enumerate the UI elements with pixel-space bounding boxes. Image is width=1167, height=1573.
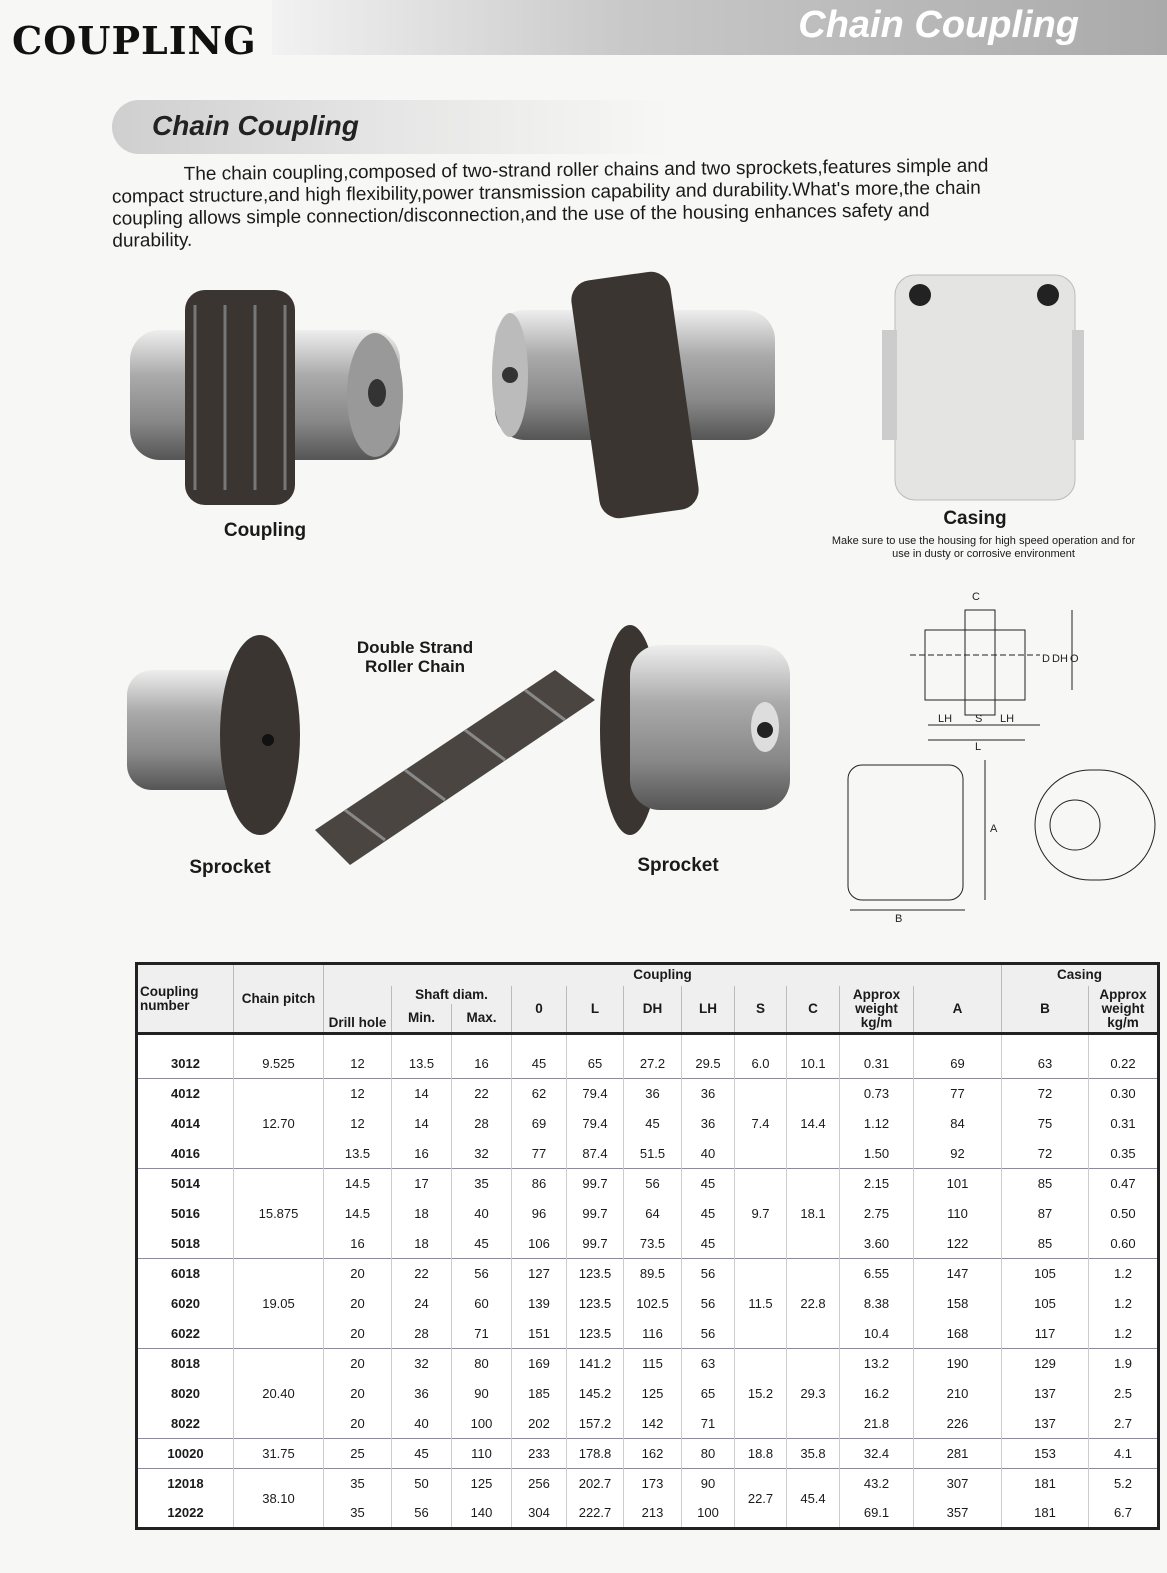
table-row [137, 1439, 1159, 1469]
cell-weight: 0.73 [840, 1079, 914, 1109]
cell-s: 11.5 [735, 1259, 787, 1349]
cell-o: 151 [512, 1319, 567, 1349]
cell-drill-hole: 14.5 [324, 1169, 392, 1199]
cell-coupling-number: 4012 [137, 1079, 234, 1109]
cell-casing-b: 117 [1002, 1319, 1089, 1349]
cell-shaft-max: 16 [452, 1034, 512, 1079]
cell-l: 123.5 [567, 1259, 624, 1289]
cell-shaft-max: 45 [452, 1229, 512, 1259]
cell-casing-a: 307 [914, 1469, 1002, 1499]
cell-s: 9.7 [735, 1169, 787, 1259]
cell-coupling-number: 12018 [137, 1469, 234, 1499]
cell-casing-weight: 6.7 [1089, 1499, 1159, 1529]
cell-o: 304 [512, 1499, 567, 1529]
cell-weight: 6.55 [840, 1259, 914, 1289]
cell-s: 22.7 [735, 1469, 787, 1529]
sprocket-left-caption: Sprocket [189, 857, 271, 878]
cell-o: 233 [512, 1439, 567, 1469]
cell-dh: 51.5 [624, 1139, 682, 1169]
header-o: 0 [512, 986, 567, 1034]
cell-shaft-min: 24 [392, 1289, 452, 1319]
casing-image [880, 270, 1085, 505]
cell-dh: 45 [624, 1109, 682, 1139]
header-b: B [1002, 986, 1089, 1034]
chain-caption: Double Strand Roller Chain [356, 638, 474, 676]
specification-table [135, 962, 1160, 1530]
cell-c: 45.4 [787, 1469, 840, 1529]
cell-casing-weight: 1.2 [1089, 1289, 1159, 1319]
cell-casing-b: 181 [1002, 1469, 1089, 1499]
cell-shaft-min: 50 [392, 1469, 452, 1499]
table-row [137, 1079, 1159, 1109]
cell-casing-weight: 0.30 [1089, 1079, 1159, 1109]
cell-shaft-max: 60 [452, 1289, 512, 1319]
cell-chain-pitch: 31.75 [234, 1439, 324, 1469]
coupling-caption: Coupling [223, 520, 307, 541]
cell-coupling-number: 6022 [137, 1319, 234, 1349]
cell-shaft-max: 90 [452, 1379, 512, 1409]
cell-coupling-number: 5018 [137, 1229, 234, 1259]
cell-l: 79.4 [567, 1109, 624, 1139]
brand-title: COUPLING [12, 18, 257, 63]
header-l: L [567, 986, 624, 1034]
cell-casing-a: 158 [914, 1289, 1002, 1319]
cell-casing-a: 226 [914, 1409, 1002, 1439]
dimension-diagram [840, 580, 1160, 930]
cell-casing-a: 110 [914, 1199, 1002, 1229]
cell-s: 18.8 [735, 1439, 787, 1469]
header-casing: Casing [1002, 964, 1159, 986]
header-max: Max. [452, 1004, 512, 1034]
cell-casing-a: 281 [914, 1439, 1002, 1469]
header-a: A [914, 986, 1002, 1034]
cell-coupling-number: 5016 [137, 1199, 234, 1229]
cell-l: 79.4 [567, 1079, 624, 1109]
cell-chain-pitch: 12.70 [234, 1079, 324, 1169]
cell-drill-hole: 35 [324, 1499, 392, 1529]
cell-l: 157.2 [567, 1409, 624, 1439]
cell-coupling-number: 4014 [137, 1109, 234, 1139]
cell-shaft-max: 35 [452, 1169, 512, 1199]
cell-lh: 56 [682, 1289, 735, 1319]
header-coupling: Coupling [324, 964, 1002, 986]
cell-dh: 162 [624, 1439, 682, 1469]
cell-drill-hole: 16 [324, 1229, 392, 1259]
cell-lh: 45 [682, 1169, 735, 1199]
cell-l: 99.7 [567, 1229, 624, 1259]
cell-lh: 56 [682, 1319, 735, 1349]
cell-weight: 2.15 [840, 1169, 914, 1199]
cell-dh: 116 [624, 1319, 682, 1349]
cell-shaft-max: 80 [452, 1349, 512, 1379]
cell-casing-a: 84 [914, 1109, 1002, 1139]
cell-shaft-min: 36 [392, 1379, 452, 1409]
cell-casing-b: 181 [1002, 1499, 1089, 1529]
cell-casing-b: 75 [1002, 1109, 1089, 1139]
cell-coupling-number: 12022 [137, 1499, 234, 1529]
cell-dh: 56 [624, 1169, 682, 1199]
cell-drill-hole: 13.5 [324, 1139, 392, 1169]
sprocket-right-image [600, 620, 800, 850]
cell-l: 202.7 [567, 1469, 624, 1499]
cell-chain-pitch: 38.10 [234, 1469, 324, 1529]
cell-l: 123.5 [567, 1289, 624, 1319]
cell-drill-hole: 35 [324, 1469, 392, 1499]
cell-shaft-min: 13.5 [392, 1034, 452, 1079]
cell-casing-weight: 0.47 [1089, 1169, 1159, 1199]
cell-casing-b: 85 [1002, 1169, 1089, 1199]
table-row [137, 1469, 1159, 1499]
cell-casing-b: 63 [1002, 1034, 1089, 1079]
cell-shaft-min: 32 [392, 1349, 452, 1379]
cell-shaft-min: 28 [392, 1319, 452, 1349]
cell-shaft-max: 40 [452, 1199, 512, 1229]
cell-casing-b: 72 [1002, 1139, 1089, 1169]
cell-coupling-number: 3012 [137, 1034, 234, 1079]
cell-shaft-min: 18 [392, 1229, 452, 1259]
cell-c: 14.4 [787, 1079, 840, 1169]
table-row [137, 1034, 1159, 1079]
cell-dh: 125 [624, 1379, 682, 1409]
table-row [137, 1169, 1159, 1199]
cell-casing-weight: 1.2 [1089, 1319, 1159, 1349]
cell-s: 6.0 [735, 1034, 787, 1079]
cell-casing-weight: 0.60 [1089, 1229, 1159, 1259]
cell-casing-b: 72 [1002, 1079, 1089, 1109]
header-s: S [735, 986, 787, 1034]
cell-shaft-min: 16 [392, 1139, 452, 1169]
cell-lh: 36 [682, 1079, 735, 1109]
cell-shaft-max: 28 [452, 1109, 512, 1139]
table-row [137, 1349, 1159, 1379]
cell-casing-a: 69 [914, 1034, 1002, 1079]
cell-weight: 21.8 [840, 1409, 914, 1439]
cell-casing-a: 101 [914, 1169, 1002, 1199]
cell-shaft-max: 56 [452, 1259, 512, 1289]
cell-shaft-max: 32 [452, 1139, 512, 1169]
diagram-label-lh-left: LH [938, 713, 953, 725]
cell-l: 99.7 [567, 1199, 624, 1229]
header-chain-pitch: Chain pitch [234, 964, 324, 1034]
cell-casing-weight: 2.5 [1089, 1379, 1159, 1409]
cell-o: 45 [512, 1034, 567, 1079]
cell-weight: 0.31 [840, 1034, 914, 1079]
diagram-label-s: S [975, 713, 983, 725]
cell-shaft-min: 17 [392, 1169, 452, 1199]
cell-o: 69 [512, 1109, 567, 1139]
sprocket-right-caption: Sprocket [637, 855, 719, 876]
cell-drill-hole: 20 [324, 1409, 392, 1439]
cell-o: 62 [512, 1079, 567, 1109]
cell-lh: 100 [682, 1499, 735, 1529]
cell-casing-weight: 4.1 [1089, 1439, 1159, 1469]
cell-dh: 142 [624, 1409, 682, 1439]
cell-dh: 213 [624, 1499, 682, 1529]
header-band [272, 0, 1167, 55]
cell-drill-hole: 20 [324, 1319, 392, 1349]
cell-l: 87.4 [567, 1139, 624, 1169]
cell-coupling-number: 6018 [137, 1259, 234, 1289]
cell-dh: 102.5 [624, 1289, 682, 1319]
cell-drill-hole: 12 [324, 1079, 392, 1109]
cell-casing-weight: 1.9 [1089, 1349, 1159, 1379]
cell-casing-weight: 2.7 [1089, 1409, 1159, 1439]
cell-weight: 16.2 [840, 1379, 914, 1409]
section-title: Chain Coupling [152, 110, 359, 141]
cell-lh: 63 [682, 1349, 735, 1379]
cell-casing-weight: 5.2 [1089, 1469, 1159, 1499]
cell-chain-pitch: 15.875 [234, 1169, 324, 1259]
cell-drill-hole: 20 [324, 1289, 392, 1319]
cell-shaft-min: 14 [392, 1079, 452, 1109]
casing-caption: Casing [943, 508, 1007, 529]
cell-shaft-min: 14 [392, 1109, 452, 1139]
cell-weight: 1.50 [840, 1139, 914, 1169]
cell-drill-hole: 20 [324, 1379, 392, 1409]
roller-chain-image [305, 640, 605, 870]
cell-casing-b: 105 [1002, 1259, 1089, 1289]
header-drill-hole: Drill hole [324, 986, 392, 1034]
diagram-label-d: D [1042, 653, 1050, 665]
cell-chain-pitch: 20.40 [234, 1349, 324, 1439]
cell-casing-b: 105 [1002, 1289, 1089, 1319]
coupling-image [125, 285, 415, 515]
casing-note: Make sure to use the housing for high speed operation and for use in dusty or corrosive environment [831, 535, 1136, 560]
cell-casing-weight: 0.35 [1089, 1139, 1159, 1169]
cell-weight: 69.1 [840, 1499, 914, 1529]
cell-weight: 3.60 [840, 1229, 914, 1259]
cell-casing-a: 147 [914, 1259, 1002, 1289]
cell-o: 96 [512, 1199, 567, 1229]
cell-o: 77 [512, 1139, 567, 1169]
header-dh: DH [624, 986, 682, 1034]
table-body [137, 1034, 1159, 1529]
cell-coupling-number: 8020 [137, 1379, 234, 1409]
cell-lh: 29.5 [682, 1034, 735, 1079]
cell-casing-b: 129 [1002, 1349, 1089, 1379]
cell-casing-a: 168 [914, 1319, 1002, 1349]
cell-o: 185 [512, 1379, 567, 1409]
cell-l: 99.7 [567, 1169, 624, 1199]
cell-weight: 10.4 [840, 1319, 914, 1349]
cell-shaft-max: 71 [452, 1319, 512, 1349]
cell-dh: 27.2 [624, 1034, 682, 1079]
cell-l: 65 [567, 1034, 624, 1079]
cell-o: 256 [512, 1469, 567, 1499]
diagram-label-dh: DH [1052, 653, 1068, 665]
cell-drill-hole: 20 [324, 1259, 392, 1289]
header-lh: LH [682, 986, 735, 1034]
cell-l: 178.8 [567, 1439, 624, 1469]
cell-shaft-min: 22 [392, 1259, 452, 1289]
cell-c: 18.1 [787, 1169, 840, 1259]
cell-lh: 80 [682, 1439, 735, 1469]
header-coupling-number: Coupling number [137, 964, 234, 1034]
cell-weight: 43.2 [840, 1469, 914, 1499]
band-title: Chain Coupling [798, 4, 1079, 46]
cell-coupling-number: 10020 [137, 1439, 234, 1469]
cell-o: 127 [512, 1259, 567, 1289]
cell-casing-a: 357 [914, 1499, 1002, 1529]
cell-lh: 45 [682, 1229, 735, 1259]
cell-shaft-max: 125 [452, 1469, 512, 1499]
diagram-label-o: O [1070, 653, 1079, 665]
cell-coupling-number: 8018 [137, 1349, 234, 1379]
cell-casing-a: 122 [914, 1229, 1002, 1259]
section-heading [112, 100, 672, 154]
cell-casing-b: 153 [1002, 1439, 1089, 1469]
cell-c: 29.3 [787, 1349, 840, 1439]
cell-casing-a: 190 [914, 1349, 1002, 1379]
cell-dh: 115 [624, 1349, 682, 1379]
cell-coupling-number: 6020 [137, 1289, 234, 1319]
cell-lh: 45 [682, 1199, 735, 1229]
header-weight: Approx weight kg/m [840, 986, 914, 1034]
cell-drill-hole: 20 [324, 1349, 392, 1379]
cell-casing-weight: 0.22 [1089, 1034, 1159, 1079]
cell-casing-b: 137 [1002, 1409, 1089, 1439]
cell-c: 35.8 [787, 1439, 840, 1469]
cell-weight: 1.12 [840, 1109, 914, 1139]
cell-dh: 64 [624, 1199, 682, 1229]
cell-weight: 2.75 [840, 1199, 914, 1229]
header-min: Min. [392, 1004, 452, 1034]
cell-coupling-number: 4016 [137, 1139, 234, 1169]
cell-s: 7.4 [735, 1079, 787, 1169]
diagram-label-lh-right: LH [1000, 713, 1015, 725]
cell-casing-a: 77 [914, 1079, 1002, 1109]
cell-shaft-min: 56 [392, 1499, 452, 1529]
cell-shaft-min: 40 [392, 1409, 452, 1439]
cell-dh: 73.5 [624, 1229, 682, 1259]
cell-coupling-number: 8022 [137, 1409, 234, 1439]
cell-o: 106 [512, 1229, 567, 1259]
cell-s: 15.2 [735, 1349, 787, 1439]
cell-dh: 89.5 [624, 1259, 682, 1289]
cell-weight: 32.4 [840, 1439, 914, 1469]
cell-dh: 36 [624, 1079, 682, 1109]
cell-shaft-min: 45 [392, 1439, 452, 1469]
cell-lh: 56 [682, 1259, 735, 1289]
header-c: C [787, 986, 840, 1034]
cell-weight: 13.2 [840, 1349, 914, 1379]
cell-casing-a: 92 [914, 1139, 1002, 1169]
cell-l: 222.7 [567, 1499, 624, 1529]
diagram-label-a: A [990, 823, 998, 835]
cell-c: 22.8 [787, 1259, 840, 1349]
cell-weight: 8.38 [840, 1289, 914, 1319]
cell-coupling-number: 5014 [137, 1169, 234, 1199]
cell-o: 169 [512, 1349, 567, 1379]
cell-casing-weight: 1.2 [1089, 1259, 1159, 1289]
cell-chain-pitch: 9.525 [234, 1034, 324, 1079]
cell-drill-hole: 12 [324, 1034, 392, 1079]
header-shaft-diam: Shaft diam. [392, 986, 512, 1004]
cell-drill-hole: 12 [324, 1109, 392, 1139]
cell-casing-b: 85 [1002, 1229, 1089, 1259]
cell-casing-a: 210 [914, 1379, 1002, 1409]
cell-dh: 173 [624, 1469, 682, 1499]
diagram-label-l: L [975, 741, 982, 753]
cell-chain-pitch: 19.05 [234, 1259, 324, 1349]
cell-l: 145.2 [567, 1379, 624, 1409]
cell-l: 123.5 [567, 1319, 624, 1349]
cell-shaft-min: 18 [392, 1199, 452, 1229]
cell-casing-b: 87 [1002, 1199, 1089, 1229]
diagram-label-b: B [895, 913, 903, 925]
cell-shaft-max: 22 [452, 1079, 512, 1109]
cell-l: 141.2 [567, 1349, 624, 1379]
coupling-open-image [490, 270, 790, 520]
cell-o: 139 [512, 1289, 567, 1319]
cell-casing-weight: 0.50 [1089, 1199, 1159, 1229]
diagram-label-c: C [972, 591, 980, 603]
cell-lh: 71 [682, 1409, 735, 1439]
sprocket-left-image [125, 630, 305, 850]
cell-shaft-max: 110 [452, 1439, 512, 1469]
cell-lh: 36 [682, 1109, 735, 1139]
cell-drill-hole: 25 [324, 1439, 392, 1469]
cell-casing-weight: 0.31 [1089, 1109, 1159, 1139]
header-casing-weight: Approx weight kg/m [1089, 986, 1159, 1034]
cell-lh: 90 [682, 1469, 735, 1499]
cell-lh: 65 [682, 1379, 735, 1409]
cell-o: 86 [512, 1169, 567, 1199]
cell-lh: 40 [682, 1139, 735, 1169]
cell-shaft-max: 100 [452, 1409, 512, 1439]
cell-drill-hole: 14.5 [324, 1199, 392, 1229]
intro-paragraph: The chain coupling,composed of two-strand roller chains and two sprockets,features simple and compact structure,and high flexibility,power transmission capability and durability.What's more,the chain coupling allows simple connection/disconnection,and the use of the housing enhances safety and durability. [111, 155, 989, 252]
cell-o: 202 [512, 1409, 567, 1439]
cell-shaft-max: 140 [452, 1499, 512, 1529]
cell-casing-b: 137 [1002, 1379, 1089, 1409]
table-row [137, 1259, 1159, 1289]
cell-c: 10.1 [787, 1034, 840, 1079]
